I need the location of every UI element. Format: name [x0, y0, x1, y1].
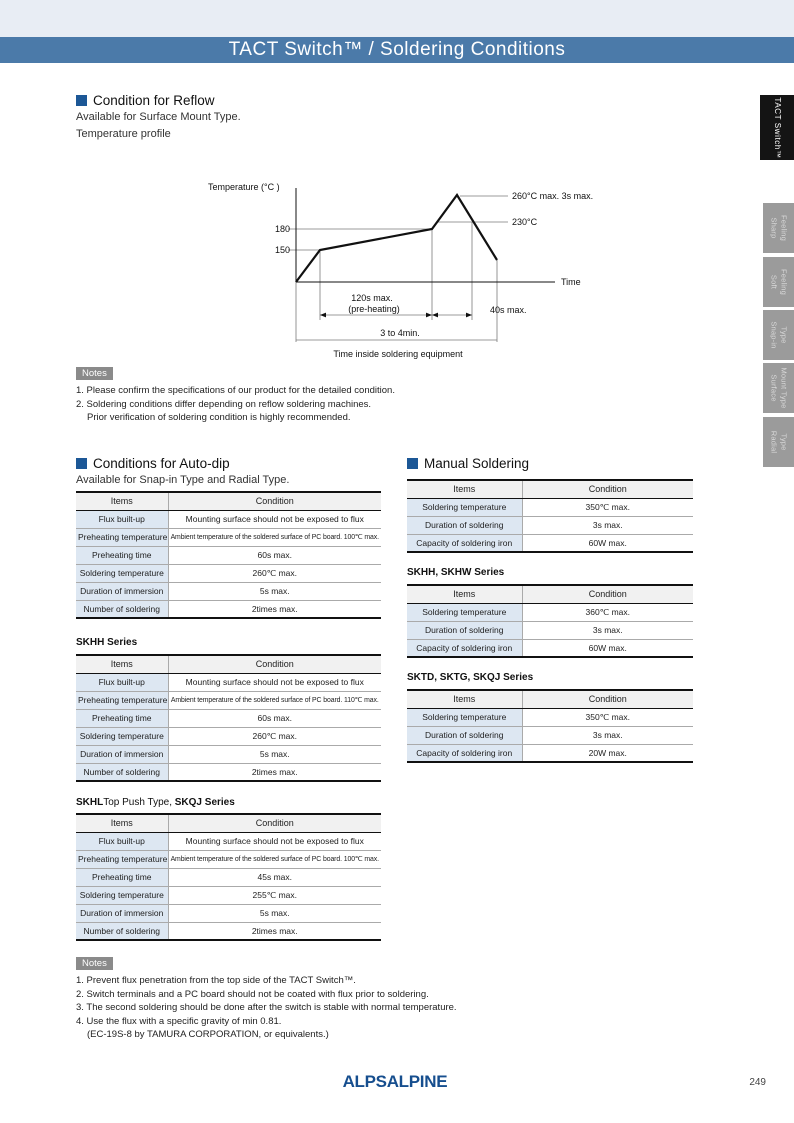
section-title: Conditions for Auto-dip [93, 456, 230, 471]
table-row [76, 600, 381, 618]
condition-cell: 3s max. [522, 726, 693, 744]
item-cell: Flux built-up [76, 832, 168, 850]
table-row [76, 850, 381, 868]
table-row [76, 832, 381, 850]
preheat-time-label: 120s max. [351, 293, 393, 303]
side-tab-label: Snap-in [769, 321, 779, 349]
table-row [76, 564, 381, 582]
item-cell: Preheating temperature [76, 528, 168, 546]
item-cell: Flux built-up [76, 510, 168, 528]
side-tab-label: Soft [769, 274, 779, 290]
table-row [76, 904, 381, 922]
item-cell: Duration of immersion [76, 904, 168, 922]
column-header: Condition [168, 814, 381, 832]
reflow-section-heading [76, 93, 215, 108]
side-tab-label: Radial [769, 430, 779, 454]
item-cell: Soldering temperature [407, 498, 522, 516]
manual-section-heading [407, 456, 529, 471]
condition-cell: 60s max. [168, 709, 381, 727]
item-cell: Duration of soldering [407, 726, 522, 744]
condition-cell: 60s max. [168, 546, 381, 564]
peak-annotation: 260°C max. 3s max. [512, 191, 594, 201]
table-row [76, 922, 381, 940]
cooling-time-label: 40s max. [490, 305, 527, 315]
table-row [76, 727, 381, 745]
note-line: 2. Soldering conditions differ depending on reflow soldering machines. [76, 398, 372, 410]
table-row [76, 763, 381, 781]
skhh-series-label: SKHH Series [76, 637, 138, 648]
side-tab-label: Type [778, 433, 788, 451]
sktd-sktg-skqj-series-label: SKTD, SKTG, SKQJ Series [407, 672, 534, 683]
condition-cell: 2times max. [168, 922, 381, 940]
table-row [407, 603, 693, 621]
total-time-label: 3 to 4min. [380, 328, 420, 338]
item-cell: Soldering temperature [76, 886, 168, 904]
table-row [407, 726, 693, 744]
top-band [0, 0, 794, 37]
table-row [76, 528, 381, 546]
note-line: 3. The second soldering should be done after the switch is stable with normal temperature. [76, 1002, 457, 1013]
item-cell: Capacity of soldering iron [407, 744, 522, 762]
series-label-normal: Top Push Type, [103, 797, 175, 808]
side-tab-radial-type[interactable] [763, 417, 794, 467]
item-cell: Number of soldering [76, 922, 168, 940]
autodip-section-heading [76, 456, 230, 471]
reflow-availability: Available for Surface Mount Type. [76, 111, 241, 123]
condition-cell: 20W max. [522, 744, 693, 762]
column-header: Condition [168, 492, 381, 510]
spec-table [407, 479, 693, 553]
section-bullet-icon [407, 458, 418, 469]
spec-table [407, 584, 693, 658]
item-cell: Soldering temperature [76, 564, 168, 582]
spec-table [76, 654, 381, 782]
page-title: TACT Switch™ / Soldering Conditions [228, 39, 566, 60]
note-line: 1. Prevent flux penetration from the top side of the TACT Switch™. [76, 975, 356, 986]
condition-cell: 350℃ max. [522, 708, 693, 726]
title-bar [0, 37, 794, 63]
column-header: Items [407, 585, 522, 603]
condition-cell: 45s max. [168, 868, 381, 886]
note-line: 1. Please confirm the specifications of our product for the detailed condition. [76, 385, 395, 396]
side-tab-label: Mount Type [778, 367, 788, 409]
item-cell: Duration of soldering [407, 621, 522, 639]
item-cell: Preheating time [76, 709, 168, 727]
note-line: 2. Switch terminals and a PC board should not be coated with flux prior to soldering. [76, 988, 429, 1000]
y-axis-label: Temperature (°C ) [208, 182, 280, 192]
skhh-series-table [76, 654, 381, 782]
column-header: Items [76, 655, 168, 673]
column-header: Condition [522, 480, 693, 498]
item-cell: Duration of immersion [76, 582, 168, 600]
item-cell: Soldering temperature [407, 603, 522, 621]
item-cell: Duration of immersion [76, 745, 168, 763]
table-row [76, 691, 381, 709]
y-tick-150: 150 [274, 245, 290, 255]
autodip-availability: Available for Snap-in Type and Radial Type. [76, 474, 290, 486]
section-title: Manual Soldering [424, 456, 530, 471]
side-tab-surface-mount-type[interactable] [763, 363, 794, 413]
item-cell: Preheating temperature [76, 691, 168, 709]
page-number: 249 [749, 1077, 766, 1088]
table-row [407, 639, 693, 657]
section-title: Condition for Reflow [93, 93, 215, 108]
item-cell: Flux built-up [76, 673, 168, 691]
x-axis-label: Time [561, 277, 581, 287]
side-tab-label: Surface [769, 374, 779, 402]
preheat-label: (pre-heating) [348, 304, 400, 314]
skhl-skqj-series-table [76, 813, 381, 941]
soldering-notes [76, 953, 457, 1042]
column-header: Items [76, 814, 168, 832]
temperature-profile-chart [150, 172, 620, 372]
condition-cell: Ambient temperature of the soldered surface of PC board. 100℃ max. [168, 850, 381, 868]
note-line: Prior verification of soldering condition is highly recommended. [87, 412, 351, 423]
condition-cell: Ambient temperature of the soldered surface of PC board. 110℃ max. [168, 691, 381, 709]
condition-cell: 360℃ max. [522, 603, 693, 621]
side-tab-label: Feeling [778, 215, 788, 241]
table-row [76, 582, 381, 600]
table-row [407, 708, 693, 726]
spec-table [76, 813, 381, 941]
side-tab-label: TACT Switch™ [773, 96, 782, 159]
autodip-main-table [76, 491, 381, 619]
table-row [407, 516, 693, 534]
table-row [407, 621, 693, 639]
section-bullet-icon [76, 95, 87, 106]
item-cell: Preheating temperature [76, 850, 168, 868]
skhh-skhw-series-table [407, 584, 693, 658]
condition-cell: 60W max. [522, 534, 693, 552]
column-header: Items [407, 480, 522, 498]
condition-cell: 260℃ max. [168, 727, 381, 745]
reflow-profile-label: Temperature profile [76, 128, 171, 140]
spec-table [76, 491, 381, 619]
note-line: 4. Use the flux with a specific gravity of min 0.81. [76, 1015, 282, 1027]
chart-caption: Time inside soldering equipment [333, 349, 463, 359]
side-tab-soft-feeling[interactable] [763, 257, 794, 307]
section-bullet-icon [76, 458, 87, 469]
sktd-sktg-skqj-series-table [407, 689, 693, 763]
table-row [76, 673, 381, 691]
table-row [76, 868, 381, 886]
condition-cell: 255℃ max. [168, 886, 381, 904]
condition-cell: Ambient temperature of the soldered surface of PC board. 100℃ max. [168, 528, 381, 546]
notes-badge: Notes [76, 957, 113, 970]
table-row [407, 498, 693, 516]
side-tab-sharp-feeling[interactable] [763, 203, 794, 253]
column-header: Condition [522, 585, 693, 603]
column-header: Items [76, 492, 168, 510]
condition-cell: 60W max. [522, 639, 693, 657]
condition-cell: Mounting surface should not be exposed to flux [168, 832, 381, 850]
skhh-skhw-series-label: SKHH, SKHW Series [407, 567, 505, 578]
item-cell: Capacity of soldering iron [407, 534, 522, 552]
condition-cell: Mounting surface should not be exposed to flux [168, 510, 381, 528]
alps-alpine-logo: ALPSALPINE [342, 1072, 448, 1091]
series-label-bold: SKQJ Series [174, 797, 235, 808]
reflow-profile-line [296, 195, 497, 282]
condition-cell: 350℃ max. [522, 498, 693, 516]
condition-cell: 5s max. [168, 745, 381, 763]
skhl-skqj-series-label [76, 797, 235, 808]
item-cell: Preheating time [76, 546, 168, 564]
table-row [76, 886, 381, 904]
side-tab-snap-in-type[interactable] [763, 310, 794, 360]
column-header: Condition [168, 655, 381, 673]
manual-main-table [407, 479, 693, 553]
table-row [76, 709, 381, 727]
notes-badge: Notes [76, 367, 113, 380]
table-row [407, 744, 693, 762]
note-line: (EC-19S-8 by TAMURA CORPORATION, or equivalents.) [87, 1029, 329, 1040]
condition-cell: 260℃ max. [168, 564, 381, 582]
side-tab-label: Feeling [778, 269, 788, 295]
reflow-notes [76, 363, 395, 425]
table-row [76, 510, 381, 528]
side-tab-label: Type [778, 326, 788, 344]
item-cell: Soldering temperature [407, 708, 522, 726]
chart-svg [150, 172, 620, 372]
condition-cell: 5s max. [168, 582, 381, 600]
table-row [76, 546, 381, 564]
condition-cell: 3s max. [522, 621, 693, 639]
condition-cell: 2times max. [168, 600, 381, 618]
spec-table [407, 689, 693, 763]
condition-cell: 3s max. [522, 516, 693, 534]
column-header: Condition [522, 690, 693, 708]
condition-cell: Mounting surface should not be exposed to flux [168, 673, 381, 691]
table-row [407, 534, 693, 552]
item-cell: Number of soldering [76, 600, 168, 618]
condition-cell: 5s max. [168, 904, 381, 922]
item-cell: Duration of soldering [407, 516, 522, 534]
item-cell: Number of soldering [76, 763, 168, 781]
side-tab-tact-switch[interactable] [760, 95, 794, 160]
column-header: Items [407, 690, 522, 708]
item-cell: Capacity of soldering iron [407, 639, 522, 657]
series-label-bold: SKHL [76, 797, 104, 808]
table-row [76, 745, 381, 763]
y-tick-180: 180 [274, 224, 290, 234]
condition-cell: 2times max. [168, 763, 381, 781]
item-cell: Soldering temperature [76, 727, 168, 745]
item-cell: Preheating time [76, 868, 168, 886]
side-tab-label: Sharp [769, 217, 779, 239]
temp-230-annotation: 230°C [512, 217, 538, 227]
